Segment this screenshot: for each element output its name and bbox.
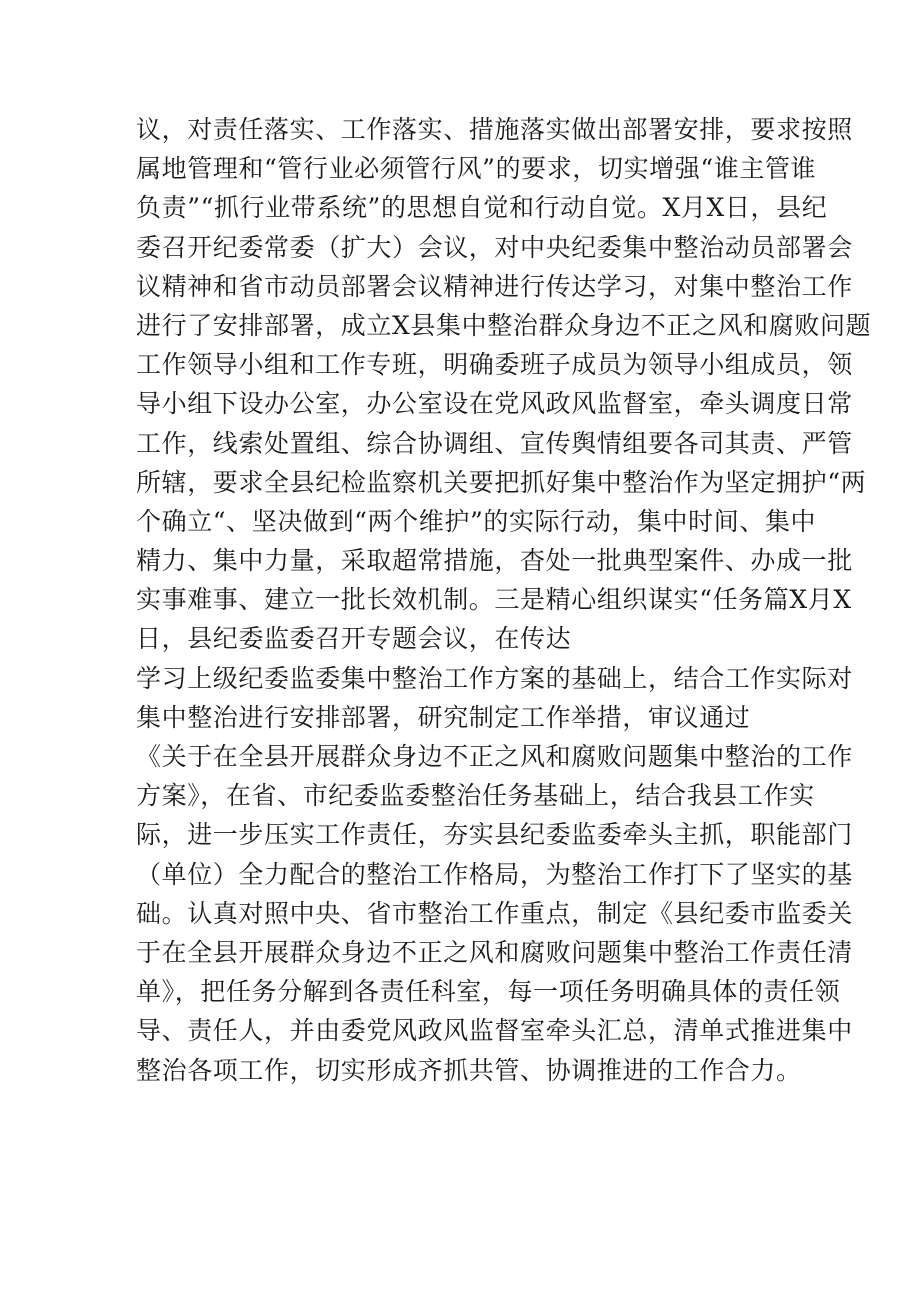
text-line: 进行了安排部署，成立X县集中整治群众身边不正之风和腐败问题 [136, 310, 872, 340]
text-line: 《关于在全县开展群众身边不正之风和腐败问题集中整治的工作 [136, 742, 853, 771]
text-line: 际，进一步压实工作责任，夯实县纪委监委牵头主抓，职能部门 [136, 820, 853, 850]
text-line: 单》，把任务分解到各责任科室，每一项任务明确具体的责任领 [136, 977, 841, 1007]
text-line: 精力、集中力量，采取超常措施，杳处一批典型案件、办成一批 [136, 546, 853, 576]
text-line: 所辖，要求全县纪检监察机关要把抓好集中整治作为坚定拥护“两 [136, 467, 867, 497]
text-line: 方案》，在省、市纪委监委整治任务基础上，结合我县工作实 [136, 781, 815, 811]
text-line: 属地管理和“管行业必须管行风”的要求，切实增强“谁主管谁 [136, 154, 817, 184]
text-line: 工作，线索处置组、综合协调组、宣传舆情组要各司其责、严管 [136, 428, 853, 458]
text-line: 议，对责任落实、工作落实、措施落实做出部署安排，要求按照 [136, 115, 853, 144]
text-line: 集中整治进行安排部署，研究制定工作举措，审议通过 [136, 702, 751, 732]
text-line: 负责”“抓行业带系统”的思想自觉和行动自觉。X月X日，县纪 [136, 193, 828, 223]
text-line: 日，县纪委监委召开专题会议，在传达 [136, 624, 572, 654]
text-line: 个确立“、坚决做到“两个维护”的实际行动，集中时间、集中 [136, 506, 817, 536]
body-text [136, 110, 872, 1090]
text-line: 学习上级纪委监委集中整治工作方案的基础上，结合工作实际对 [136, 663, 853, 693]
text-line: 议精神和省市动员部署会议精神进行传达学习，对集中整治工作 [136, 271, 853, 301]
text-line: 工作领导小组和工作专班，明确委班子成员为领导小组成员，领 [136, 350, 853, 380]
text-line: 导小组下设办公室，办公室设在党风政风监督室，牵头调度日常 [136, 389, 853, 419]
text-line: 于在全县开展群众身边不正之风和腐败问题集中整治工作责任清 [136, 937, 853, 967]
text-line: 导、责任人，并由委党风政风监督室牵头汇总，清单式推进集中 [136, 1016, 853, 1046]
text-line: 础。认真对照中央、省市整治工作重点，制定《县纪委市监委关 [136, 898, 853, 928]
text-line: 委召开纪委常委（扩大）会议，对中央纪委集中整治动员部署会 [136, 232, 853, 262]
text-line: 实事难事、建立一批长效机制。三是精心组织谋实“任务篇X月X [136, 585, 852, 615]
text-line: 整治各项工作，切实形成齐抓共管、协调推进的工作合力。 [136, 1055, 802, 1085]
text-line: （单位）全力配合的整治工作格局，为整治工作打下了坚实的基 [136, 859, 853, 889]
